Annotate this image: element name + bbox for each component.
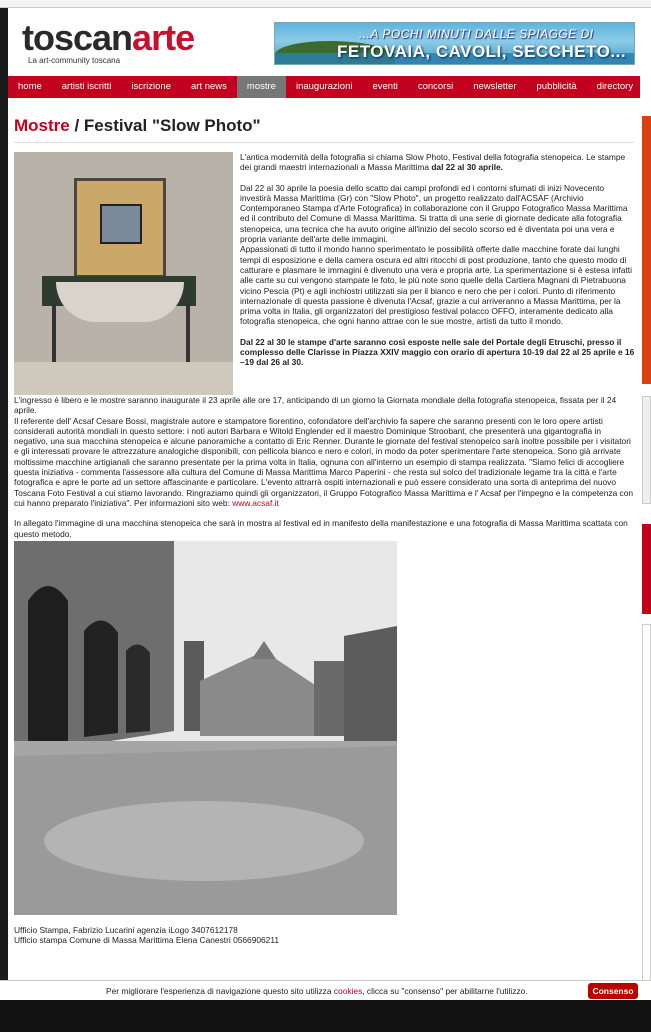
main-nav: [8, 76, 643, 98]
intro-text: [240, 152, 636, 368]
acsaf-link[interactable]: www.acsaf.it: [232, 497, 279, 508]
cookie-bar: [0, 980, 651, 1000]
browser-bottom-area: [0, 1000, 651, 1032]
massa-marittima-photo: [14, 541, 397, 915]
paragraph-2: Dal 22 al 30 aprile la poesia dello scatto dai campi profondi ed i contorni sfumati di inizi Novecento investirà Massa Marittima (Gr) con "Slow Photo", un progetto realizzato dall'ACSAF (Archivio Contemporaneo Stampa d'Arte Fotografica) in collaborazione con il Gruppo Fotografico Massa Marittima ed il contributo del Comune di Massa Marittima. Si tratta di una serie di giornate dedicate alla fotografia stenopeica, una tecnica che ha avuto origine all'inizio del secolo scorso ed è diventata poi una vera e propria variante dell'arte delle immagini.: [240, 182, 628, 245]
camera-window-shape: [100, 204, 142, 244]
paragraph-5: L'ingresso è libero e le mostre saranno inaugurate il 23 aprile alle ore 17, anticipando di un giorno la Giornata mondiale della fotografia stenopeica, fissata per il 24 aprile.: [14, 395, 617, 416]
banner-line2: FETOVAIA, CAVOLI, SECCHETO...: [337, 42, 627, 61]
consent-button[interactable]: Consenso: [588, 983, 638, 999]
nav-inaugurazioni[interactable]: inaugurazioni: [295, 81, 353, 92]
intro-paragraph: L'antica modernità della fotografia si chiama Slow Photo, Festival della fotografia stenopeica. Le stampe dei grandi maestri internazionali a Massa Marittima: [240, 152, 626, 173]
camera-cone-shape: [56, 282, 184, 322]
site-logo[interactable]: [22, 17, 195, 58]
article: [14, 106, 634, 945]
logo-part2: arte: [132, 17, 195, 58]
nav-eventi[interactable]: eventi: [372, 81, 398, 92]
nav-pubblicita[interactable]: pubblicità: [536, 81, 577, 92]
nav-art-news[interactable]: art news: [191, 81, 227, 92]
logo-part1: toscan: [22, 17, 133, 58]
page-title: [14, 106, 634, 143]
right-sidebar-edge: [640, 8, 651, 980]
paragraph-6: Il referente dell' Acsaf Cesare Bossi, magistrale autore e stampatore fiorentino, cofondatore dell'archivio fa sapere che saranno presenti con le loro opere artisti considerati autorità mondiali in questo settore: i noti autori Barbara e Witold Englender ed il maestro Dominique Stroobant, che presenterà una gigantografia in negativo, una sua macchina stenopeica e alcune panoramiche a contatto di Eric Renner. Durante le giornate del festival stenopeico sarà inoltre possibile per i visitatori e gli interessati provare le attrezzature analogiche disponibili, con pellicola bianco e nero e colori, in modo da poter sperimentare l'arte stenopeica. Sono già arrivate moltissime macchine artigianali che saranno presentate per la prima volta in Italia, ognuna con all'interno un esempio di stampa realizzata. "Siamo felici di accogliere questa iniziativa - commenta l'assessore alla cultura del Comune di Massa Marittima Marco Paperini - che resta sul solco del tradizionale legame tra la città e l'arte fotografica e apre le porte ad un settore affascinante e particolare. L'evento attrarrà ospiti internazionali e può essere considerato una sorta di anteprima del nuovo Toscana Foto Festival a cui stiamo lavorando. Ringraziamo quindi gli organizzatori, il Gruppo Fotografico Massa Marittima e l' Acsaf per l'impegno e la competenza con cui hanno preparato l'iniziativa". Per informazioni sito web:: [14, 415, 634, 508]
credit-line-2: Ufficio stampa Comune di Massa Marittima Elena Canestri 0566906211: [14, 934, 280, 945]
cookie-text: [106, 986, 528, 996]
nav-concorsi[interactable]: concorsi: [417, 81, 454, 92]
site-header: [8, 8, 643, 76]
pinhole-camera-photo: [14, 152, 233, 395]
sidebar-ad-4[interactable]: [642, 624, 651, 984]
sidebar-ad-2[interactable]: [642, 396, 651, 504]
banner-line1: ...A POCHI MINUTI DALLE SPIAGGE DI: [359, 27, 594, 41]
browser-top-strip: [0, 0, 651, 8]
site-tagline: La art-community toscana: [28, 56, 121, 65]
breadcrumb-section[interactable]: Mostre: [14, 116, 70, 135]
nav-iscrizione[interactable]: iscrizione: [131, 81, 171, 92]
breadcrumb-separator: /: [69, 116, 84, 135]
piazza-illustration: [14, 541, 397, 915]
nav-newsletter[interactable]: newsletter: [473, 81, 517, 92]
press-credits: [14, 925, 634, 945]
photo-floor: [14, 362, 233, 395]
article-top-row: [14, 152, 634, 399]
cookie-text-after: , clicca su "consenso" per abilitarne l'utilizzo.: [362, 986, 528, 996]
nav-directory[interactable]: directory: [596, 81, 634, 92]
sidebar-ad-1[interactable]: [642, 116, 651, 384]
intro-dates: dal 22 al 30 aprile.: [431, 162, 504, 173]
nav-home[interactable]: home: [18, 81, 42, 92]
paragraph-7: In allegato l'immagine di una macchina stenopeica che sarà in mostra al festival ed in manifesto della manifestazione e una fotografia di Massa Marittima scattata con questo metodo.: [14, 518, 628, 539]
nav-mostre[interactable]: mostre: [237, 76, 286, 98]
credit-line-1: Ufficio Stampa, Fabrizio Lucarini agenzia iLogo 3407612178: [14, 924, 238, 935]
paragraph-3: Appassionati di tutto il mondo hanno sperimentato le possibilità offerte dalle macchine forate dai lunghi tempi di esposizione e della camera oscura ed altri ritocchi di post produzione, tanto che questo modo di catturare e plasmare le immagini è divenuto una vera e propria arte. La sperimentazione si è estesa infatti alle carte su cui vengono stampate le foto, le più note sono quelle della Cartiera Magnani di Pietrabuona vicino Pescia (Pt) e agli inchiostri utilizzati sia per il bianco e nero che per i colori. Punto di riferimento internazionale di questa passione è divenuta l'Acsaf, grazie a cui arriveranno a Massa Marittima, per la prima volta in Italia, gli organizzatori del prestigioso festival polacco OFFO, interamente dedicato alla fotografia stenopeica, che ogni hanno attrae con le sue mostre, artisti da tutto il mondo.: [240, 244, 632, 327]
ad-banner[interactable]: [274, 22, 635, 65]
article-title: Festival "Slow Photo": [83, 116, 261, 135]
paragraph-dates-bold: Dal 22 al 30 le stampe d'arte saranno così esposte nelle sale del Portale degli Etruschi, presso il complesso delle Clarisse in Piazza XXIV maggio con orario di apertura 10-19 dal 22 al 25 aprile e 16 –19 dal 26 al 30.: [240, 336, 635, 368]
page: [8, 8, 643, 980]
cookie-text-before: Per migliorare l'esperienza di navigazione questo sito utilizza: [106, 986, 332, 996]
sidebar-ad-3[interactable]: [642, 524, 651, 614]
paragraph-6-block: [14, 416, 634, 509]
nav-artisti-iscritti[interactable]: artisti iscritti: [61, 81, 112, 92]
cookie-link[interactable]: cookies: [333, 986, 363, 996]
